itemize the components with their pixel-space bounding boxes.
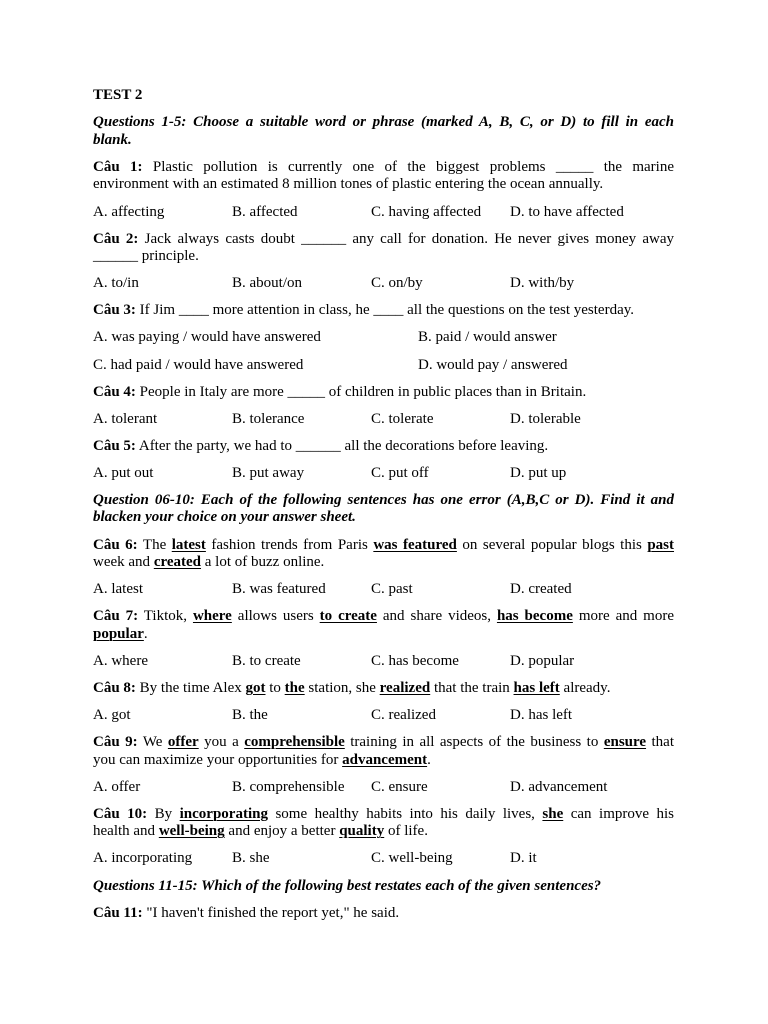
question-line	[93, 384, 674, 402]
text-segment: to	[265, 679, 285, 696]
text-segment: on several popular blogs this	[456, 536, 648, 553]
option-d: D. advancement	[510, 778, 608, 795]
text-segment: can improve his	[563, 805, 675, 822]
underlined-choice: offer	[167, 734, 199, 751]
text-segment: already.	[559, 679, 611, 696]
text-segment: that	[646, 734, 674, 751]
text-segment: and enjoy a better	[224, 823, 340, 840]
text-segment: of life.	[384, 823, 428, 840]
text-segment: more and more	[572, 608, 674, 625]
option-b: B. paid / would answer	[418, 329, 557, 346]
option-a: A. tolerant	[93, 410, 158, 427]
option-a: A. where	[93, 652, 148, 669]
option-c: C. past	[371, 581, 413, 598]
question-10	[93, 806, 674, 841]
text-segment: you a	[198, 734, 245, 751]
text-segment: some healthy habits into his daily lives,	[267, 805, 543, 822]
question-line	[93, 438, 674, 456]
text-segment: health and	[93, 823, 159, 840]
question-text: Jack always casts doubt ______ any call for donation. He never gives money away	[144, 230, 675, 247]
question-line	[93, 176, 674, 194]
text-segment: Tiktok,	[143, 608, 193, 625]
text-segment: By the time Alex	[139, 679, 246, 696]
option-b: B. was featured	[232, 581, 326, 598]
question-text: ______ principle.	[93, 248, 199, 265]
option-a: A. to/in	[93, 275, 139, 292]
question-11	[93, 905, 674, 923]
option-c: C. tolerate	[371, 410, 434, 427]
test-title: TEST 2	[93, 87, 143, 104]
option-a: A. affecting	[93, 203, 165, 220]
instruction-line: blacken your choice on your answer sheet.	[93, 509, 356, 526]
question-8	[93, 680, 674, 698]
options-10	[93, 850, 674, 868]
question-text: If Jim ____ more attention in class, he ____ all the questions on the test yesterday.	[139, 302, 635, 319]
option-d: D. would pay / answered	[418, 356, 568, 373]
question-line	[93, 302, 674, 320]
options-5	[93, 465, 674, 483]
question-line	[93, 806, 674, 824]
question-label: Câu 3:	[93, 302, 136, 319]
question-line	[93, 823, 674, 841]
question-text: People in Italy are more _____ of children in public places than in Britain.	[139, 383, 587, 400]
underlined-choice: the	[284, 679, 305, 696]
options-4	[93, 411, 674, 429]
question-line	[93, 537, 674, 555]
question-line	[93, 608, 674, 626]
question-3	[93, 302, 674, 320]
options-8	[93, 707, 674, 725]
question-line	[93, 734, 674, 752]
question-label: Câu 8:	[93, 679, 136, 696]
underlined-choice: she	[542, 805, 564, 822]
underlined-choice: has left	[513, 679, 560, 696]
option-b: B. to create	[232, 652, 301, 669]
option-d: D. it	[510, 850, 537, 867]
text-segment: and share videos,	[376, 608, 497, 625]
text-segment: that the train	[430, 679, 514, 696]
option-a: A. put out	[93, 464, 154, 481]
underlined-choice: created	[153, 554, 202, 571]
text-segment: you can maximize your opportunities for	[93, 751, 343, 768]
underlined-choice: advancement	[342, 751, 428, 768]
underlined-choice: incorporating	[179, 805, 268, 822]
options-6	[93, 581, 674, 599]
question-text: Plastic pollution is currently one of the biggest problems _____ the marine	[152, 158, 675, 175]
question-label: Câu 10:	[93, 805, 148, 822]
option-c: C. on/by	[371, 275, 423, 292]
part1-instruction	[93, 114, 674, 149]
underlined-choice: quality	[339, 823, 385, 840]
option-c: C. has become	[371, 652, 459, 669]
text-segment: station, she	[304, 679, 380, 696]
underlined-choice: realized	[379, 679, 431, 696]
question-text: After the party, we had to ______ all the decorations before leaving.	[138, 437, 549, 454]
part3-instruction	[93, 878, 674, 896]
underlined-choice: was featured	[373, 536, 457, 553]
underlined-choice: to create	[319, 608, 377, 625]
option-c: C. well-being	[371, 850, 453, 867]
instruction-line: Question 06-10: Each of the following sentences has one error (A,B,C or D). Find it and	[93, 491, 674, 508]
question-5	[93, 438, 674, 456]
text-segment: fashion trends from Paris	[205, 536, 374, 553]
option-b: B. the	[232, 707, 268, 724]
question-2	[93, 231, 674, 266]
option-d: D. tolerable	[510, 410, 581, 427]
question-line	[93, 626, 674, 644]
question-label: Câu 5:	[93, 437, 136, 454]
question-9	[93, 734, 674, 769]
underlined-choice: comprehensible	[244, 734, 345, 751]
question-line	[93, 248, 674, 266]
text-segment: training in all aspects of the business to	[344, 734, 604, 751]
option-a: A. got	[93, 707, 131, 724]
underlined-choice: got	[245, 679, 266, 696]
question-line	[93, 554, 674, 572]
option-b: B. tolerance	[232, 410, 305, 427]
question-6	[93, 537, 674, 572]
option-d: D. put up	[510, 464, 567, 481]
instruction-line: Questions 1-5: Choose a suitable word or phrase (marked A, B, C, or D) to fill in each	[93, 114, 674, 131]
question-line	[93, 159, 674, 177]
underlined-choice: well-being	[158, 823, 225, 840]
option-a: A. offer	[93, 778, 141, 795]
question-label: Câu 4:	[93, 383, 136, 400]
underlined-choice: popular	[93, 625, 144, 642]
question-line	[93, 231, 674, 249]
question-7	[93, 608, 674, 643]
question-line	[93, 680, 674, 698]
text-segment: By	[154, 805, 180, 822]
text-segment: allows users	[231, 608, 320, 625]
question-1	[93, 159, 674, 194]
options-9	[93, 779, 674, 797]
option-a: A. latest	[93, 581, 143, 598]
option-c: C. ensure	[371, 778, 428, 795]
option-b: B. she	[232, 850, 270, 867]
underlined-choice: ensure	[603, 734, 647, 751]
text-segment: We	[142, 734, 168, 751]
text-segment: .	[143, 625, 148, 642]
text-segment: week and	[93, 554, 154, 571]
option-d: D. has left	[510, 707, 573, 724]
underlined-choice: has become	[496, 608, 573, 625]
options-7	[93, 653, 674, 671]
question-line	[93, 752, 674, 770]
instruction-line: Questions 11-15: Which of the following best restates each of the given sentences?	[93, 877, 602, 894]
option-c: C. realized	[371, 707, 436, 724]
option-c: C. having affected	[371, 203, 482, 220]
option-d: D. with/by	[510, 275, 575, 292]
option-c: C. had paid / would have answered	[93, 356, 304, 373]
question-label: Câu 7:	[93, 608, 139, 625]
text-segment: a lot of buzz online.	[201, 554, 325, 571]
option-b: B. affected	[232, 203, 298, 220]
text-segment: The	[142, 536, 172, 553]
underlined-choice: where	[192, 608, 232, 625]
option-b: B. about/on	[232, 275, 302, 292]
question-label: Câu 6:	[93, 536, 138, 553]
option-d: D. popular	[510, 652, 575, 669]
underlined-choice: latest	[171, 536, 206, 553]
question-text: "I haven't finished the report yet," he said.	[146, 904, 400, 921]
text-segment: .	[427, 751, 431, 768]
question-label: Câu 1:	[93, 158, 143, 175]
option-c: C. put off	[371, 464, 429, 481]
question-label: Câu 11:	[93, 904, 143, 921]
instruction-line: blank.	[93, 131, 132, 148]
options-3-row-2	[93, 357, 674, 375]
option-d: D. to have affected	[510, 203, 624, 220]
option-b: B. comprehensible	[232, 778, 345, 795]
option-b: B. put away	[232, 464, 305, 481]
question-line	[93, 905, 674, 923]
question-4	[93, 384, 674, 402]
question-label: Câu 9:	[93, 734, 138, 751]
question-text: environment with an estimated 8 million tones of plastic entering the ocean annually.	[93, 176, 604, 193]
question-label: Câu 2:	[93, 230, 139, 247]
option-d: D. created	[510, 581, 572, 598]
options-1	[93, 204, 674, 222]
options-2	[93, 275, 674, 293]
part2-instruction	[93, 492, 674, 527]
option-a: A. incorporating	[93, 850, 193, 867]
options-3-row-1	[93, 329, 674, 347]
option-a: A. was paying / would have answered	[93, 329, 321, 346]
underlined-choice: past	[647, 536, 675, 553]
